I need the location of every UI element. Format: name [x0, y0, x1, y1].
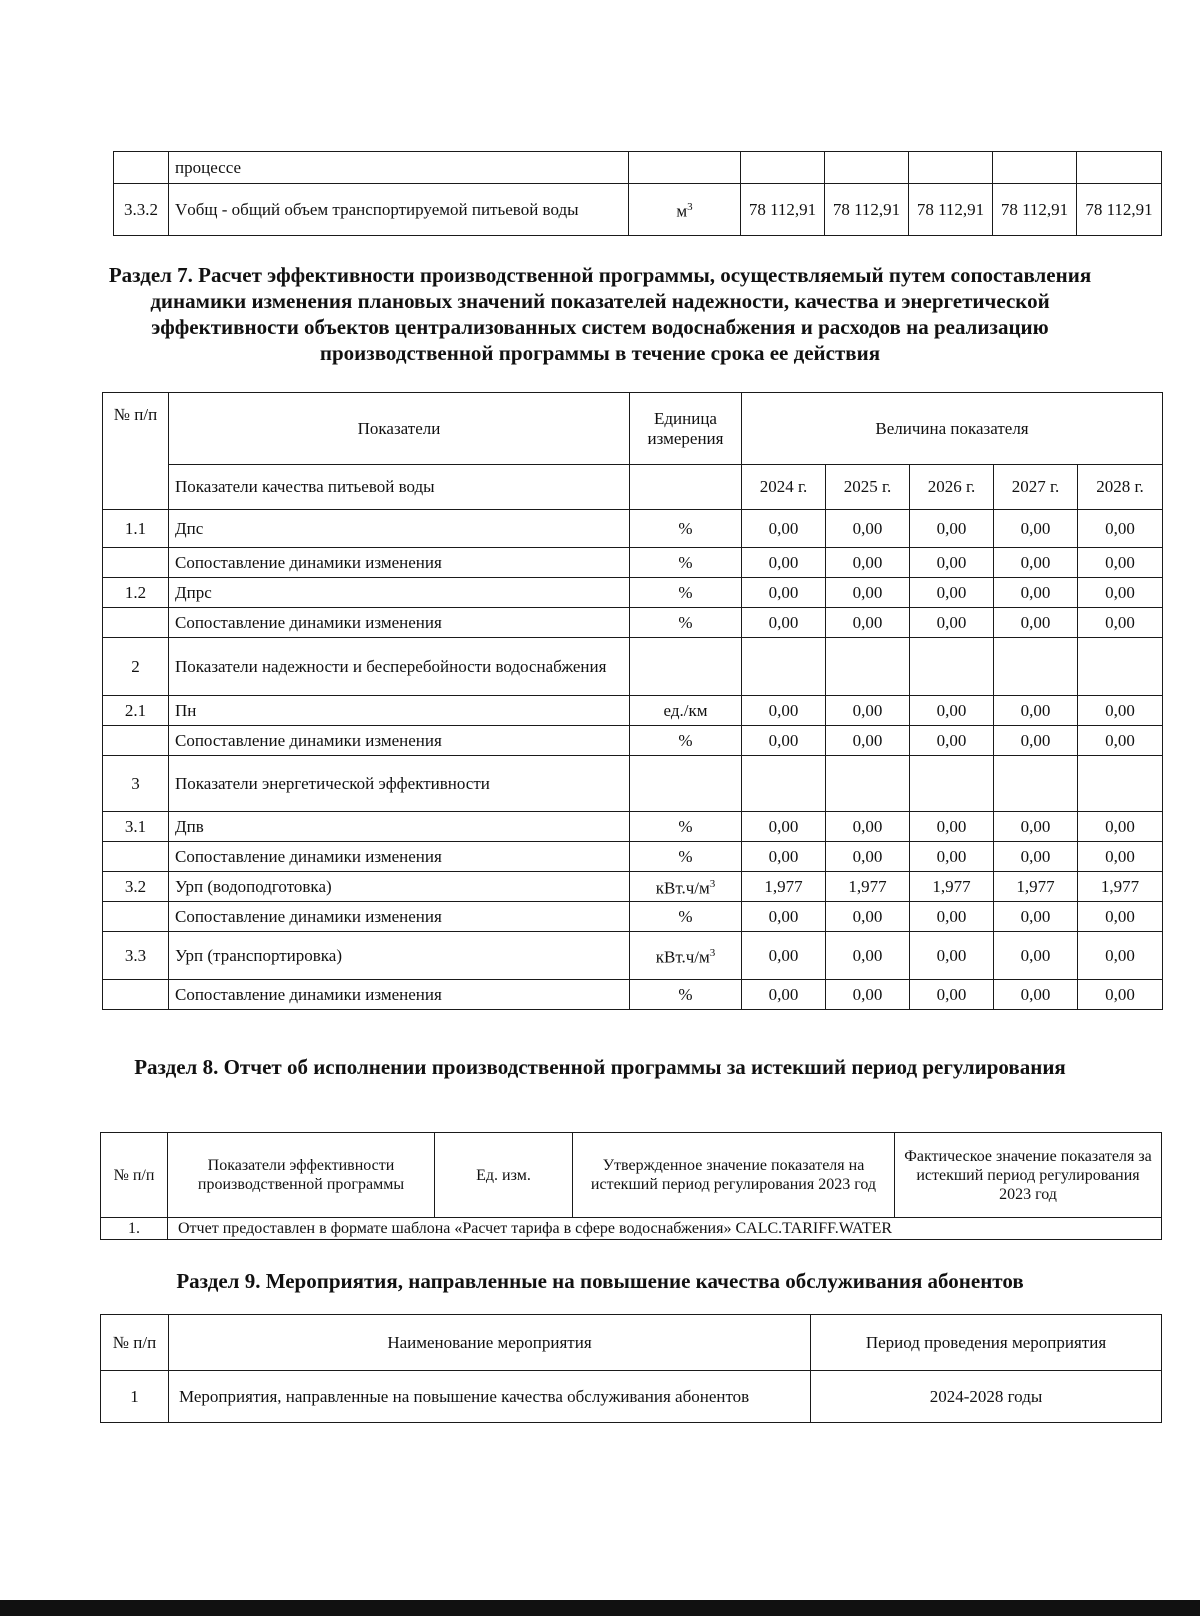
value-cell: 0,00 [910, 726, 994, 756]
value-cell [994, 638, 1078, 696]
row-number [103, 548, 169, 578]
header-name: Наименование мероприятия [169, 1315, 811, 1371]
year-header: 2027 г. [994, 465, 1078, 510]
year-header: 2025 г. [826, 465, 910, 510]
table-row [101, 1371, 1162, 1423]
value-cell: 0,00 [994, 842, 1078, 872]
top-continuation-table [113, 151, 1162, 236]
value-cell: 0,00 [994, 608, 1078, 638]
unit-cell: $кВт.ч/м^3$ [630, 872, 742, 902]
value-cell: 0,00 [826, 578, 910, 608]
indicator-name: Показатели качества питьевой воды [169, 465, 630, 510]
value-cell: 1,977 [1078, 872, 1163, 902]
value-cell: 0,00 [994, 932, 1078, 980]
indicator-name: Урп (транспортировка) [169, 932, 630, 980]
value-cell: 78 112,91 [741, 184, 825, 236]
value-cell: 0,00 [1078, 726, 1163, 756]
value-cell: 0,00 [742, 980, 826, 1010]
indicator-name: Vобщ - общий объем транспортируемой питьевой воды [169, 184, 629, 236]
value-cell [910, 638, 994, 696]
row-number [103, 608, 169, 638]
indicator-name: Урп (водоподготовка) [169, 872, 630, 902]
year-header: 2028 г. [1078, 465, 1163, 510]
indicator-name: Дпс [169, 510, 630, 548]
value-cell: 0,00 [994, 726, 1078, 756]
value-cell: 0,00 [1078, 932, 1163, 980]
table-row [103, 872, 1163, 902]
table-row [103, 696, 1163, 726]
table-row [103, 756, 1163, 812]
table-row [103, 578, 1163, 608]
value-cell: 0,00 [742, 510, 826, 548]
table-row [103, 812, 1163, 842]
indicator-name: Сопоставление динамики изменения [169, 548, 630, 578]
value-cell: 1,977 [994, 872, 1078, 902]
value-cell: 0,00 [1078, 842, 1163, 872]
value-cell: 78 112,91 [825, 184, 909, 236]
table-row [114, 184, 1162, 236]
value-cell: 0,00 [826, 842, 910, 872]
row-number: 3.1 [103, 812, 169, 842]
value-cell: 0,00 [994, 696, 1078, 726]
row-number [103, 902, 169, 932]
value-cell: 0,00 [910, 902, 994, 932]
table-row [114, 152, 1162, 184]
value-cell: 0,00 [1078, 980, 1163, 1010]
value-cell: 0,00 [742, 902, 826, 932]
row-number: 2.1 [103, 696, 169, 726]
unit-cell: % [630, 980, 742, 1010]
header-num: № п/п [101, 1315, 169, 1371]
unit-cell: $м^3$ [629, 184, 741, 236]
value-cell: 0,00 [1078, 548, 1163, 578]
activity-name: Мероприятия, направленные на повышение качества обслуживания абонентов [169, 1371, 811, 1423]
table-row [101, 1218, 1162, 1240]
unit-cell: % [630, 510, 742, 548]
value-cell: 0,00 [742, 932, 826, 980]
value-cell: 0,00 [1078, 510, 1163, 548]
value-cell: 0,00 [826, 812, 910, 842]
table-row [103, 842, 1163, 872]
value-cell: 0,00 [994, 812, 1078, 842]
header-period: Период проведения мероприятия [811, 1315, 1162, 1371]
value-cell: 78 112,91 [1077, 184, 1162, 236]
value-cell: 0,00 [1078, 608, 1163, 638]
year-header: 2024 г. [742, 465, 826, 510]
row-number: 3.3.2 [114, 184, 169, 236]
unit-cell [630, 638, 742, 696]
row-number [103, 726, 169, 756]
unit-cell: % [630, 812, 742, 842]
indicator-name: Сопоставление динамики изменения [169, 980, 630, 1010]
value-cell: 0,00 [826, 696, 910, 726]
row-number: 1.1 [103, 510, 169, 548]
indicator-name: Сопоставление динамики изменения [169, 902, 630, 932]
row-number: 2 [103, 638, 169, 696]
value-cell: 1,977 [742, 872, 826, 902]
value-cell: 0,00 [994, 980, 1078, 1010]
row-number: 3 [103, 756, 169, 812]
value-cell: 78 112,91 [909, 184, 993, 236]
section-7-table [102, 392, 1163, 1010]
value-cell [742, 638, 826, 696]
value-cell: 0,00 [742, 578, 826, 608]
value-cell: 0,00 [910, 842, 994, 872]
row-number: 1.2 [103, 578, 169, 608]
value-cell: 0,00 [910, 548, 994, 578]
header-actual: Фактическое значение показателя за истекший период регулирования 2023 год [895, 1133, 1162, 1218]
year-header: 2026 г. [910, 465, 994, 510]
unit-cell: % [630, 902, 742, 932]
value-cell: 1,977 [910, 872, 994, 902]
value-cell: 0,00 [910, 578, 994, 608]
table-row [103, 932, 1163, 980]
report-note: Отчет предоставлен в формате шаблона «Расчет тарифа в сфере водоснабжения» CALC.TARIFF.WATER [168, 1218, 1162, 1240]
value-cell: 0,00 [826, 980, 910, 1010]
scan-edge-bar [0, 1600, 1200, 1616]
header-num: № п/п [103, 393, 169, 510]
value-cell: 0,00 [910, 696, 994, 726]
value-cell: 0,00 [826, 902, 910, 932]
section-9-heading: Раздел 9. Мероприятия, направленные на повышение качества обслуживания абонентов [176, 1269, 1024, 1293]
table-header-row [101, 1315, 1162, 1371]
table-row [103, 548, 1163, 578]
table-row [103, 510, 1163, 548]
row-number: 1. [101, 1218, 168, 1240]
value-cell [742, 756, 826, 812]
indicator-name: Пн [169, 696, 630, 726]
unit-cell: % [630, 608, 742, 638]
table-row [103, 465, 1163, 510]
value-cell: 1,977 [826, 872, 910, 902]
value-cell: 0,00 [1078, 578, 1163, 608]
value-cell: 0,00 [994, 902, 1078, 932]
value-cell: 0,00 [742, 548, 826, 578]
indicator-name: Сопоставление динамики изменения [169, 608, 630, 638]
row-number: 3.3 [103, 932, 169, 980]
value-cell: 0,00 [994, 578, 1078, 608]
section-9-table [100, 1314, 1162, 1423]
value-cell [1078, 638, 1163, 696]
table-row [103, 980, 1163, 1010]
header-unit: Единица измерения [630, 393, 742, 465]
value-cell: 0,00 [742, 726, 826, 756]
value-cell: 0,00 [910, 608, 994, 638]
row-number [103, 980, 169, 1010]
value-cell: 0,00 [994, 548, 1078, 578]
value-cell: 0,00 [826, 510, 910, 548]
table-row [103, 726, 1163, 756]
value-cell: 0,00 [910, 510, 994, 548]
row-number [103, 842, 169, 872]
value-cell: 0,00 [994, 510, 1078, 548]
value-cell: 0,00 [910, 812, 994, 842]
header-unit: Ед. изм. [435, 1133, 573, 1218]
section-7-table-body [103, 510, 1163, 1010]
header-indicator: Показатели эффективности производственной программы [168, 1133, 435, 1218]
value-cell: 78 112,91 [993, 184, 1077, 236]
value-cell: 0,00 [742, 812, 826, 842]
section-8-heading: Раздел 8. Отчет об исполнении производственной программы за истекший период регулирования [134, 1055, 1066, 1079]
table-row [103, 902, 1163, 932]
unit-cell [630, 756, 742, 812]
indicator-name: Дпв [169, 812, 630, 842]
header-num: № п/п [101, 1133, 168, 1218]
indicator-name: процессе [169, 152, 629, 184]
indicator-name: Дпрс [169, 578, 630, 608]
table-row [103, 608, 1163, 638]
value-cell: 0,00 [826, 548, 910, 578]
value-cell [826, 638, 910, 696]
section-7-heading: Раздел 7. Расчет эффективности производственной программы, осуществляемый путем сопоставления динамики изменения плановых значений показателей надежности, качества и энергетической эффективности объектов централизованных систем водоснабжения и расходов на реализацию производственной программы в течение срока ее действия [108, 263, 1092, 365]
value-cell: 0,00 [910, 980, 994, 1010]
value-cell: 0,00 [1078, 902, 1163, 932]
value-cell: 0,00 [742, 608, 826, 638]
unit-cell: % [630, 548, 742, 578]
unit-cell: ед./км [630, 696, 742, 726]
table-header-row [101, 1133, 1162, 1218]
value-cell: 0,00 [1078, 812, 1163, 842]
indicator-name: Показатели надежности и бесперебойности водоснабжения [169, 638, 630, 696]
row-number: 1 [101, 1371, 169, 1423]
value-cell: 0,00 [826, 932, 910, 980]
indicator-name: Показатели энергетической эффективности [169, 756, 630, 812]
value-cell: 0,00 [742, 696, 826, 726]
value-cell: 0,00 [826, 608, 910, 638]
unit-cell: $кВт.ч/м^3$ [630, 932, 742, 980]
value-cell: 0,00 [1078, 696, 1163, 726]
activity-period: 2024-2028 годы [811, 1371, 1162, 1423]
header-indicator: Показатели [169, 393, 630, 465]
unit-cell: % [630, 578, 742, 608]
value-cell [826, 756, 910, 812]
indicator-name: Сопоставление динамики изменения [169, 842, 630, 872]
value-cell: 0,00 [910, 932, 994, 980]
header-approved: Утвержденное значение показателя на истекший период регулирования 2023 год [573, 1133, 895, 1218]
value-cell: 0,00 [742, 842, 826, 872]
section-8-table [100, 1132, 1162, 1240]
value-cell [1078, 756, 1163, 812]
header-value: Величина показателя [742, 393, 1163, 465]
table-header-row [103, 393, 1163, 465]
indicator-name: Сопоставление динамики изменения [169, 726, 630, 756]
unit-cell: % [630, 842, 742, 872]
value-cell [994, 756, 1078, 812]
row-number: 3.2 [103, 872, 169, 902]
unit-cell: % [630, 726, 742, 756]
value-cell: 0,00 [826, 726, 910, 756]
table-row [103, 638, 1163, 696]
value-cell [910, 756, 994, 812]
